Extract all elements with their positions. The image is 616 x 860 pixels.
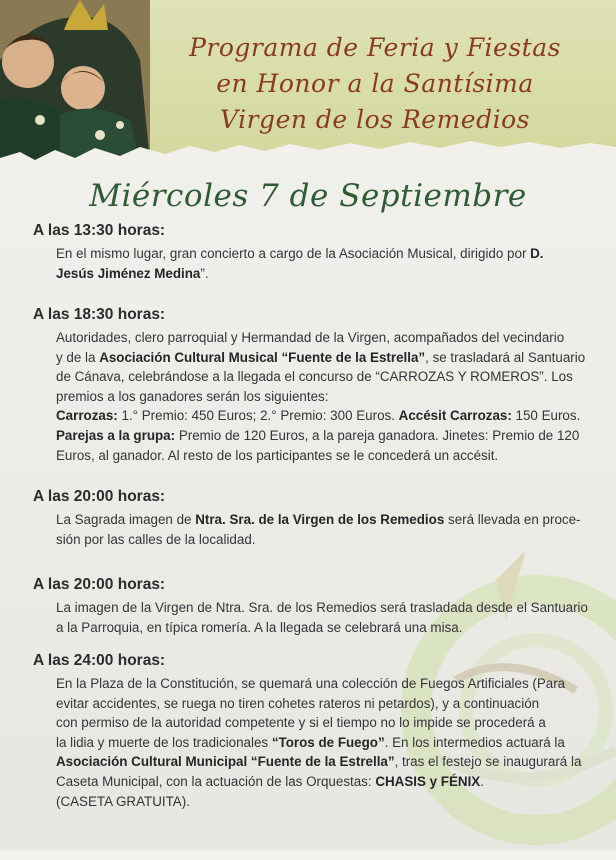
description-line: La Sagrada imagen de Ntra. Sra. de la Virgen de los Remedios será llevada en proce- (56, 512, 581, 527)
event-time: A las 24:00 horas: (33, 652, 166, 669)
description-line: Caseta Municipal, con la actuación de las Orquestas: CHASIS y FÉNIX. (56, 773, 484, 789)
description-line: En la Plaza de la Constitución, se quemará una colección de Fuegos Artificiales (Para (56, 676, 566, 691)
description-line: premios a los ganadores serán los siguientes: (56, 388, 329, 404)
event-time: A las 18:30 horas: (33, 306, 166, 323)
event-description (56, 674, 600, 811)
event-time: A las 20:00 horas: (33, 488, 166, 505)
event-time: A las 13:30 horas: (33, 222, 166, 239)
description-line: Jesús Jiménez Medina”. (56, 265, 209, 281)
event-description (56, 598, 600, 637)
description-line: Carrozas: 1.° Premio: 450 Euros; 2.° Premio: 300 Euros. Accésit Carrozas: 150 Euros. (56, 408, 581, 424)
description-line: (CASETA GRATUITA). (56, 793, 190, 809)
description-line: la lidia y muerte de los tradicionales “Toros de Fuego”. En los intermedios actuará la (56, 734, 565, 750)
description-line: y de la Asociación Cultural Musical “Fuente de la Estrella”, se trasladará al Santuario (56, 349, 586, 365)
header-banner (0, 0, 616, 165)
description-line: Autoridades, clero parroquial y Hermandad de la Virgen, acompañados del vecindario (56, 330, 565, 345)
description-line: a la Parroquia, en típica romería. A la llegada se celebrará una misa. (56, 619, 463, 635)
description-line: En el mismo lugar, gran concierto a cargo de la Asociación Musical, dirigido por D. (56, 246, 544, 261)
event-description (56, 244, 600, 283)
description-line: evitar accidentes, se ruega no tiren cohetes rateros ni petardos), y a continuación (56, 695, 540, 711)
day-title: Miércoles 7 de Septiembre (89, 178, 527, 214)
description-line: Euros, al ganador. Al resto de los participantes se le concederá un accésit. (56, 447, 499, 463)
description-line: con permiso de la autoridad competente y si el tiempo no lo impide se procederá a (56, 715, 546, 731)
title-line: en Honor a la Santísima (216, 69, 534, 98)
event-time: A las 20:00 horas: (33, 576, 166, 593)
event-description (56, 328, 600, 465)
description-line: Parejas a la grupa: Premio de 120 Euros, a la pareja ganadora. Jinetes: Premio de 120 (56, 427, 580, 443)
description-line: Asociación Cultural Municipal “Fuente de la Estrella”, tras el festejo se inaugurará la (56, 754, 582, 770)
description-line: La imagen de la Virgen de Ntra. Sra. de los Remedios será trasladada desde el Santuario (56, 600, 588, 615)
torn-edge (0, 138, 616, 165)
description-line: de Cánava, celebrándose a la llegada el concurso de “CARROZAS Y ROMEROS”. Los (56, 369, 573, 385)
title-line: Programa de Feria y Fiestas (189, 33, 561, 62)
event-description (56, 510, 600, 549)
program-title (150, 30, 600, 138)
title-line: Virgen de los Remedios (220, 105, 530, 134)
description-line: sión por las calles de la localidad. (56, 531, 256, 547)
